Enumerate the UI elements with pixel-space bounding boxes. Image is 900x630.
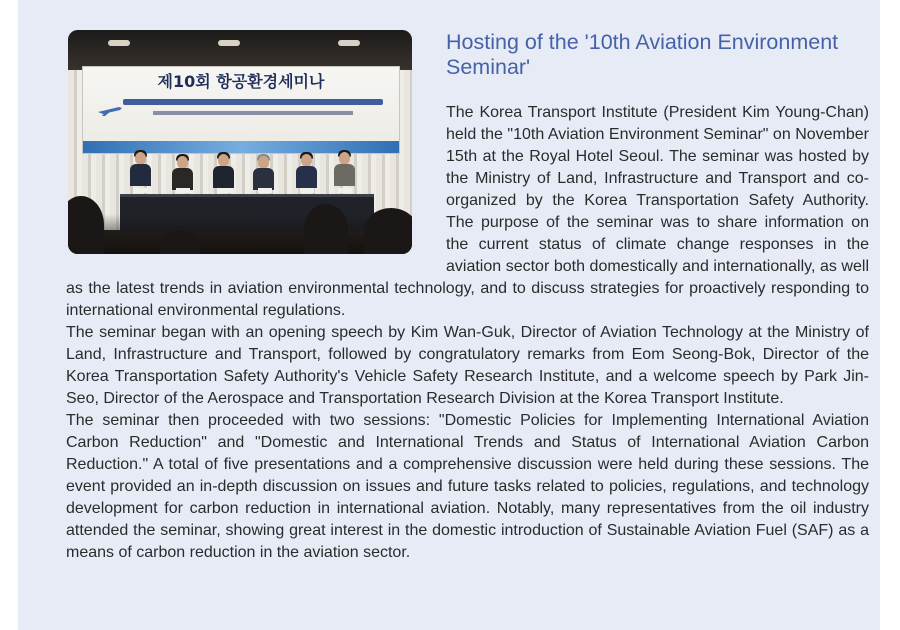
photo-floor bbox=[68, 214, 412, 254]
audience-member bbox=[160, 230, 200, 254]
article-paragraph: The seminar began with an opening speech by Kim Wan-Guk, Director of Aviation Technology at the Ministry of Land, Infrastructure and Transport, followed by congratulatory remarks from Eom Seong-Bok, Director of the Korea Transportation Safety Authority's Vehicle Safety Research Institute, and a welcome speech by Park Jin-Seo, Director of the Aerospace and Transportation Research Division at the Korea Transport Institute. bbox=[66, 324, 869, 407]
banner-strip bbox=[83, 141, 399, 153]
banner-detail-line bbox=[153, 111, 353, 115]
banner-subtitle-bar bbox=[123, 99, 383, 105]
article-content bbox=[66, 30, 869, 564]
article-paragraph: The seminar then proceeded with two sessions: "Domestic Policies for Implementing International Aviation Carbon Reduction" and "Domestic and International Trends and Status of International Aviation Carbon Reduction." A total of five presentations and a comprehensive discussion were held during these sessions. The event provided an in-depth discussion on issues and future tasks related to policies, regulations, and technology development for carbon reduction in international aviation. Notably, many representatives from the oil industry attended the seminar, showing great interest in the domestic introduction of Sustainable Aviation Fuel (SAF) as a means of carbon reduction in the aviation sector. bbox=[66, 412, 869, 561]
banner-title: 제10회 항공환경세미나 bbox=[157, 72, 325, 91]
seminar-banner bbox=[82, 66, 400, 154]
seminar-photo bbox=[68, 30, 412, 254]
audience-member bbox=[364, 208, 412, 254]
article-paragraph: The Korea Transport Institute (President Kim Young-Chan) held the "10th Aviation Environment Seminar" on November 15th at the Royal Hotel Seoul. The seminar was hosted by the Ministry of Land, Infrastructure and Transport and co-organized by the Korea Transportation Safety Authority. The purpose of the seminar was to share information on the current status of climate change responses in the aviation sector both domestically and internationally, as well as the latest trends in aviation environmental technology, and to discuss strategies for proactively responding to international environmental regulations. bbox=[66, 104, 869, 319]
audience-member bbox=[304, 204, 348, 254]
airplane-icon bbox=[97, 103, 123, 117]
article-title: Hosting of the '10th Aviation Environment Seminar' bbox=[446, 30, 839, 79]
article-panel bbox=[18, 0, 880, 630]
